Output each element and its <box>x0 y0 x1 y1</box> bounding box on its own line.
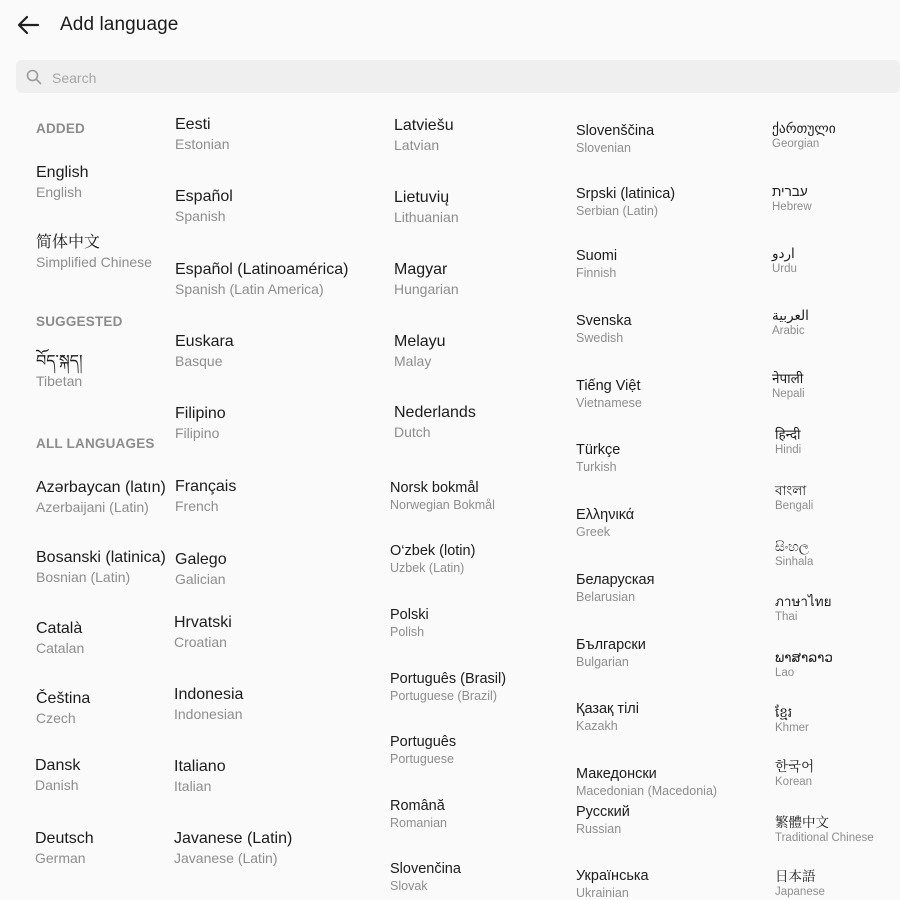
language-native-name: Français <box>175 478 237 495</box>
search-bar[interactable] <box>16 60 900 93</box>
language-item-khmer[interactable] <box>775 704 809 736</box>
language-native-name: English <box>36 164 89 181</box>
language-item-romanian[interactable] <box>390 797 447 831</box>
language-native-name: Українська <box>576 868 649 884</box>
language-item-belarusian[interactable] <box>576 571 654 605</box>
language-native-name: 한국어 <box>775 759 815 774</box>
language-english-name: Tibetan <box>36 373 83 389</box>
language-native-name: Tiếng Việt <box>576 378 641 394</box>
language-native-name: සිංහල <box>775 539 810 554</box>
language-item-spanish-latin-america[interactable] <box>175 260 348 298</box>
language-english-name: Basque <box>175 353 223 369</box>
language-english-name: Hebrew <box>772 201 812 213</box>
language-english-name: Danish <box>35 777 79 793</box>
section-label-added: ADDED <box>36 121 86 136</box>
language-item-arabic[interactable] <box>772 307 809 339</box>
language-item-indonesian[interactable] <box>174 685 243 723</box>
language-english-name: Urdu <box>772 263 797 275</box>
language-native-name: Nederlands <box>394 404 476 421</box>
language-item-galician[interactable] <box>175 550 227 588</box>
language-native-name: Deutsch <box>35 830 94 847</box>
arrow-left-icon <box>14 10 44 40</box>
language-english-name: Slovak <box>390 879 428 893</box>
language-item-ukrainian[interactable] <box>576 867 649 900</box>
language-native-name: Slovenščina <box>576 123 655 139</box>
language-english-name: Malay <box>394 353 432 369</box>
language-english-name: Portuguese (Brazil) <box>390 689 497 703</box>
language-english-name: Swedish <box>576 331 624 345</box>
language-english-name: Thai <box>775 611 798 623</box>
language-item-norwegian-bokm-l[interactable] <box>390 479 495 513</box>
language-english-name: Nepali <box>772 388 805 400</box>
language-native-name: ภาษาไทย <box>775 594 832 609</box>
language-native-name: Dansk <box>35 757 81 774</box>
language-english-name: Lithuanian <box>394 209 459 225</box>
language-item-hebrew[interactable] <box>772 183 812 215</box>
language-english-name: Bulgarian <box>576 655 629 669</box>
language-native-name: Euskara <box>175 333 234 350</box>
language-english-name: Dutch <box>394 424 431 440</box>
language-native-name: Galego <box>175 551 227 568</box>
language-native-name: नेपाली <box>772 371 804 386</box>
language-item-danish[interactable] <box>35 756 80 794</box>
language-native-name: Eesti <box>175 116 211 133</box>
language-item-sinhala[interactable] <box>775 538 813 570</box>
language-native-name: Javanese (Latin) <box>174 830 293 847</box>
language-native-name: Azərbaycan (latın) <box>36 479 166 496</box>
language-native-name: Português <box>390 734 457 750</box>
language-native-name: 日本語 <box>775 869 816 884</box>
language-item-turkish[interactable] <box>576 441 620 475</box>
language-english-name: Croatian <box>174 634 227 650</box>
language-native-name: Lietuvių <box>394 189 450 206</box>
language-item-georgian[interactable] <box>772 120 836 152</box>
language-english-name: Georgian <box>772 138 820 150</box>
language-english-name: Portuguese <box>390 752 454 766</box>
language-native-name: Português (Brasil) <box>390 671 507 687</box>
language-item-dutch[interactable] <box>394 403 476 441</box>
language-native-name: Беларуская <box>576 572 655 588</box>
language-item-filipino[interactable] <box>175 404 226 442</box>
language-english-name: Lao <box>775 667 795 679</box>
language-item-simplified-chinese[interactable] <box>36 233 152 271</box>
language-item-macedonian-macedonia[interactable] <box>576 765 717 799</box>
language-item-german[interactable] <box>35 829 94 867</box>
language-english-name: Indonesian <box>174 706 243 722</box>
language-item-thai[interactable] <box>775 593 832 625</box>
search-input[interactable] <box>50 60 874 95</box>
language-native-name: Srpski (latinica) <box>576 186 676 202</box>
language-english-name: Slovenian <box>576 141 631 155</box>
language-english-name: Belarusian <box>576 590 636 604</box>
language-english-name: Polish <box>390 625 425 639</box>
language-item-swedish[interactable] <box>576 312 632 346</box>
language-item-korean[interactable] <box>775 758 814 790</box>
language-native-name: Türkçe <box>576 442 621 458</box>
language-native-name: Polski <box>390 607 429 623</box>
language-native-name: Ελληνικά <box>576 507 635 523</box>
language-english-name: French <box>175 498 219 514</box>
language-item-urdu[interactable] <box>772 245 797 277</box>
language-item-catalan[interactable] <box>36 619 84 657</box>
language-item-portuguese[interactable] <box>390 733 456 767</box>
language-native-name: ພາສາລາວ <box>775 650 833 665</box>
language-english-name: Uzbek (Latin) <box>390 561 465 575</box>
language-item-japanese[interactable] <box>775 868 825 900</box>
language-english-name: Simplified Chinese <box>36 254 152 270</box>
language-native-name: Suomi <box>576 248 618 264</box>
language-native-name: العربية <box>772 308 809 323</box>
language-item-kazakh[interactable] <box>576 700 639 734</box>
language-item-greek[interactable] <box>576 506 634 540</box>
language-english-name: Galician <box>175 571 226 587</box>
language-native-name: 简体中文 <box>36 234 101 251</box>
language-native-name: Español <box>175 188 233 205</box>
language-item-lao[interactable] <box>775 649 833 681</box>
language-english-name: Bosnian (Latin) <box>36 569 131 585</box>
language-item-uzbek-latin[interactable] <box>390 542 475 576</box>
language-native-name: हिन्दी <box>775 427 801 442</box>
language-english-name: Spanish (Latin America) <box>175 281 324 297</box>
language-native-name: Magyar <box>394 261 448 278</box>
language-english-name: Ukrainian <box>576 886 629 900</box>
language-english-name: Serbian (Latin) <box>576 204 658 218</box>
language-english-name: German <box>35 850 86 866</box>
language-english-name: Kazakh <box>576 719 618 733</box>
language-english-name: Greek <box>576 525 611 539</box>
language-english-name: Azerbaijani (Latin) <box>36 499 149 515</box>
language-native-name: Hrvatski <box>174 614 232 631</box>
language-english-name: Estonian <box>175 136 230 152</box>
page-title: Add language <box>60 14 179 35</box>
language-item-bengali[interactable] <box>775 482 813 514</box>
language-english-name: Turkish <box>576 460 617 474</box>
language-native-name: 繁體中文 <box>775 815 829 830</box>
language-item-russian[interactable] <box>576 803 630 837</box>
language-native-name: עברית <box>772 184 808 199</box>
language-native-name: Slovenčina <box>390 861 461 877</box>
language-native-name: ខ្មែរ <box>775 705 793 720</box>
language-item-slovenian[interactable] <box>576 122 654 156</box>
language-native-name: Català <box>36 620 83 637</box>
language-native-name: Filipino <box>175 405 226 422</box>
language-native-name: བོད་སྐད། <box>36 353 83 370</box>
language-item-italian[interactable] <box>174 757 226 795</box>
language-english-name: Traditional Chinese <box>775 832 874 844</box>
search-icon <box>26 69 42 85</box>
language-native-name: ქართული <box>772 121 836 136</box>
language-english-name: Filipino <box>175 425 220 441</box>
language-english-name: English <box>36 184 82 200</box>
language-item-traditional-chinese[interactable] <box>775 814 874 846</box>
language-english-name: Norwegian Bokmål <box>390 498 495 512</box>
language-native-name: Italiano <box>174 758 226 775</box>
language-native-name: اردو <box>772 246 795 261</box>
language-native-name: Русский <box>576 804 630 820</box>
language-native-name: Română <box>390 798 445 814</box>
language-english-name: Finnish <box>576 266 617 280</box>
language-item-english[interactable] <box>36 163 88 201</box>
language-item-polish[interactable] <box>390 606 429 640</box>
language-item-basque[interactable] <box>175 332 234 370</box>
section-label-all-languages: ALL LANGUAGES <box>36 436 155 451</box>
language-item-hindi[interactable] <box>775 426 801 458</box>
language-english-name: Japanese <box>775 886 825 898</box>
language-english-name: Russian <box>576 822 622 836</box>
language-english-name: Javanese (Latin) <box>174 850 278 866</box>
language-english-name: Bengali <box>775 500 814 512</box>
language-english-name: Hungarian <box>394 281 459 297</box>
language-item-latvian[interactable] <box>394 116 454 154</box>
language-english-name: Italian <box>174 778 212 794</box>
language-item-french[interactable] <box>175 477 236 515</box>
language-item-malay[interactable] <box>394 332 446 370</box>
language-english-name: Hindi <box>775 444 802 456</box>
language-native-name: Македонски <box>576 766 657 782</box>
language-native-name: Melayu <box>394 333 446 350</box>
language-item-croatian[interactable] <box>174 613 232 651</box>
section-label-suggested: SUGGESTED <box>36 314 123 329</box>
language-native-name: Norsk bokmål <box>390 480 479 496</box>
language-english-name: Vietnamese <box>576 396 642 410</box>
language-item-slovak[interactable] <box>390 860 461 894</box>
language-native-name: Español (Latinoamérica) <box>175 261 349 278</box>
language-english-name: Latvian <box>394 137 440 153</box>
language-item-finnish[interactable] <box>576 247 617 281</box>
language-item-azerbaijani-latin[interactable] <box>36 478 166 516</box>
language-item-bulgarian[interactable] <box>576 636 646 670</box>
language-english-name: Arabic <box>772 325 805 337</box>
language-item-javanese-latin[interactable] <box>174 829 292 867</box>
language-item-serbian-latin[interactable] <box>576 185 675 219</box>
language-item-bosnian-latin[interactable] <box>36 548 166 586</box>
language-english-name: Khmer <box>775 722 809 734</box>
language-native-name: বাংলা <box>775 483 807 498</box>
language-native-name: Български <box>576 637 646 653</box>
language-native-name: O‘zbek (lotin) <box>390 543 476 559</box>
language-native-name: Čeština <box>36 690 91 707</box>
language-english-name: Sinhala <box>775 556 814 568</box>
language-native-name: Svenska <box>576 313 632 329</box>
language-english-name: Korean <box>775 776 813 788</box>
header <box>0 0 900 52</box>
language-english-name: Catalan <box>36 640 85 656</box>
language-item-vietnamese[interactable] <box>576 377 642 411</box>
language-item-portuguese-brazil[interactable] <box>390 670 506 704</box>
language-native-name: Bosanski (latinica) <box>36 549 166 566</box>
language-item-czech[interactable] <box>36 689 90 727</box>
back-button[interactable] <box>14 10 44 40</box>
language-native-name: Indonesia <box>174 686 244 703</box>
language-item-tibetan[interactable] <box>36 352 83 390</box>
language-english-name: Romanian <box>390 816 447 830</box>
language-item-spanish[interactable] <box>175 187 233 225</box>
language-item-estonian[interactable] <box>175 115 229 153</box>
language-native-name: Latviešu <box>394 117 454 134</box>
language-item-nepali[interactable] <box>772 370 805 402</box>
language-item-hungarian[interactable] <box>394 260 459 298</box>
language-english-name: Spanish <box>175 208 226 224</box>
language-english-name: Czech <box>36 710 76 726</box>
language-english-name: Macedonian (Macedonia) <box>576 784 718 798</box>
language-item-lithuanian[interactable] <box>394 188 459 226</box>
language-native-name: Қазақ тілі <box>576 701 639 717</box>
